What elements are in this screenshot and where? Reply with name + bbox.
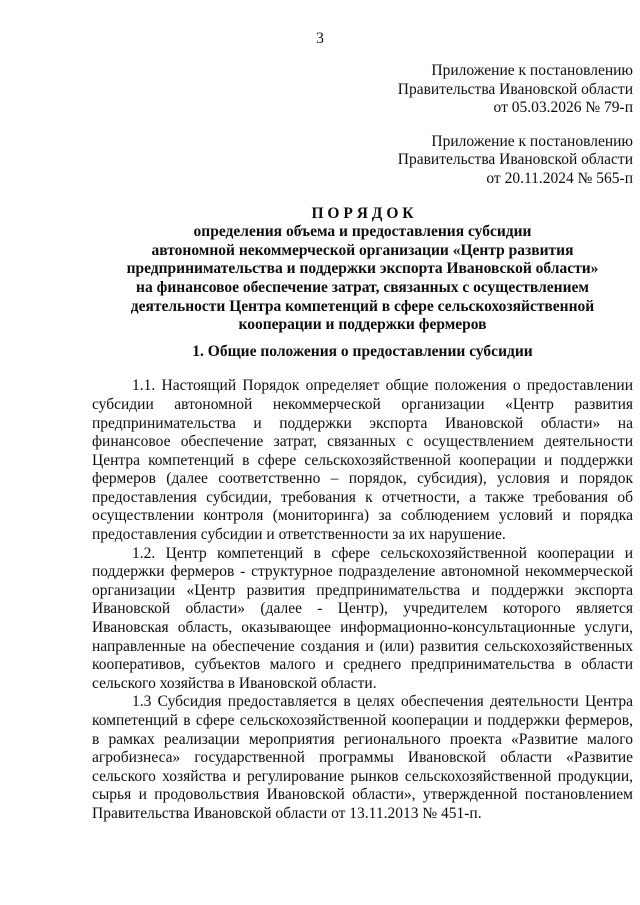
document-title-line: на финансовое обеспечение затрат, связанных с осуществлением (136, 278, 589, 296)
document-title (92, 205, 633, 335)
appendix-note-line: Приложение к постановлению (431, 62, 633, 79)
appendix-note-line: Правительства Ивановской области (397, 80, 633, 98)
appendix-note-line: Приложение к постановлению (431, 132, 633, 150)
appendix-note-line: Правительства Ивановской области (397, 151, 633, 169)
document-title-line: автономной некоммерческой организации «Центр развития (151, 241, 574, 259)
document-title-line: предпринимательства и поддержки экспорта Ивановской области» (126, 260, 599, 278)
document-body (92, 377, 633, 823)
document-title-line: деятельности Центра компетенций в сфере сельскохозяйственной (130, 297, 595, 315)
appendix-note-2 (92, 133, 633, 189)
paragraph-1-2: 1.2. Центр компетенций в сфере сельскохозяйственной кооперации и поддержки фермеров - структурное подразделение автономной некоммерческой организации «Центр развития предпринимательства и поддержки экспорта Ивановской области» (далее - Центр), учредителем которого является Ивановская область, оказывающее информационно-консультационные услуги, направленные на обеспечение создания и (или) развития сельскохозяйственных кооперативов, субъектов малого и среднего предпринимательства в области сельского хозяйства в Ивановской области. (92, 544, 633, 692)
appendix-note-line: от 20.11.2024 № 565-п (486, 169, 633, 187)
document-title-heading: П О Р Я Д О К (311, 204, 414, 222)
page-number: 3 (316, 30, 324, 47)
appendix-note-line: от 05.03.2026 № 79-п (493, 99, 633, 117)
appendix-note-1 (92, 62, 633, 118)
document-title-line: определения объема и предоставления субсидии (193, 223, 532, 241)
document-title-line: кооперации и поддержки фермеров (238, 316, 487, 334)
paragraph-1-1: 1.1. Настоящий Порядок определяет общие положения о предоставлении субсидии автономной некоммерческой организации «Центр развития предпринимательства и поддержки экспорта Ивановской области» на финансовое обеспечение затрат, связанных с осуществлением деятельности Центра компетенций в сфере сельскохозяйственной кооперации и поддержки фермеров (далее соответственно – порядок, субсидия), условия и порядок предоставления субсидии, требования к отчетности, а также требования об осуществлении контроля (мониторинга) за соблюдением условий и порядка предоставления субсидии и ответственности за их нарушение. (92, 377, 633, 544)
paragraph-1-3: 1.3 Субсидия предоставляется в целях обеспечения деятельности Центра компетенций в сфере сельскохозяйственной кооперации и поддержки фермеров, в рамках реализации мероприятия регионального проекта «Развитие малого агробизнеса» государственной программы Ивановской области «Развитие сельского хозяйства и регулирование рынков сельскохозяйственной продукции, сырья и продовольствия Ивановской области», утвержденной постановлением Правительства Ивановской области от 13.11.2013 № 451-п. (92, 693, 633, 822)
section-heading-general-provisions: 1. Общие положения о предоставлении субсидии (192, 342, 533, 360)
